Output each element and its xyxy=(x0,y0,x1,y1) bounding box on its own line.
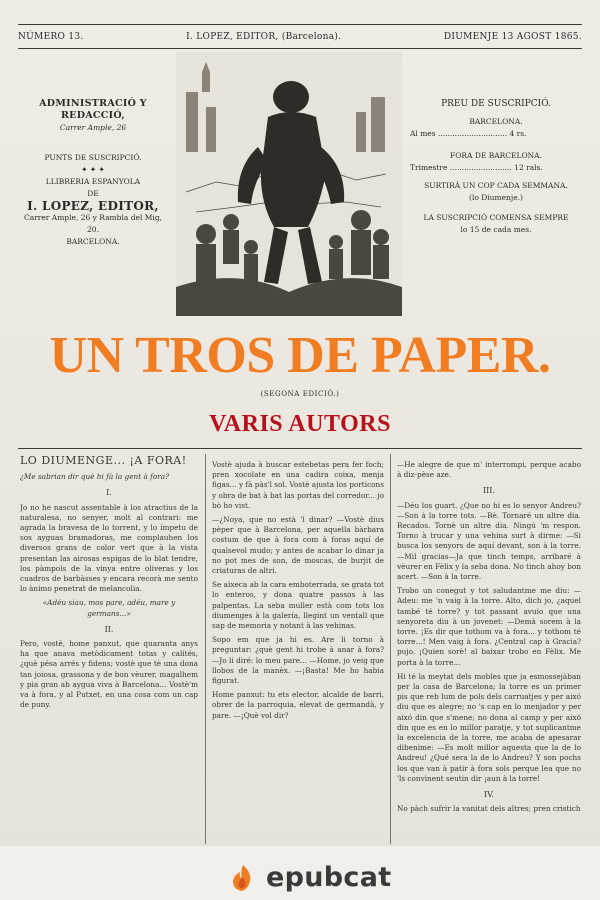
masthead xyxy=(18,30,582,44)
issue-date: DIUMENJE 13 AGOST 1865. xyxy=(443,32,582,42)
column-2-text-1: Vostè ajuda à buscar estebetas pera fer foch; pren xocolate en una cadira coixa, menja figas... y fà pàs'l sol. Vostè ajusta los porticons y obra de bat à bat las portas del corredor... jo bò ho vist. xyxy=(212,460,384,510)
masthead-rule xyxy=(18,48,582,49)
column-2-text-2: —¿Noya, que no està 'l dinar? —Vostè dius pèper que à Barcelona, per aquella bàrbara costum de que à fora com à foras aquí de qualsevol mudo; y antes de acabar lo dinar ja no pot mes de son, de moscas, de burjit de criaturas de altri. xyxy=(212,515,384,576)
barcelona-label: BARCELONA. xyxy=(469,117,523,126)
top-rule xyxy=(18,24,582,25)
section-number-1: I. xyxy=(106,488,112,498)
book-title: UN TROS DE PAPER. xyxy=(49,327,551,384)
administration-block xyxy=(18,98,168,248)
ornament: ✦ ✦ ✦ xyxy=(81,165,105,174)
column-1-text-1: Jo no he nascut assentable à los atractius de la naturalesa, no senyer, molt al contrari: me agrada la bravesa de lo torrent, y lo ímpetu de sos ayguas bramadoras, me complauhen los diversos grans de color vert que à la vista presentan las airosas espigas de lo blat tendre, los pàmpols de la vinya entre oliveras y los cuadros de barbàsses y encara recorà me sento lo ànimo penetrat de melancolia. xyxy=(20,502,198,594)
edition-label: (SEGONA EDICIÓ.) xyxy=(260,390,340,398)
subscription-start: LA SUSCRIPCIÓ COMENSA SEMPRE xyxy=(423,213,569,222)
column-2-text-3: Se aixeca ab la cara emboterrada, se grata tot lo enteros, y dona quatre passos à las palpentas. La seba muller està com tots los diumenges à la galería, llegint un ventall que sap de memoria y notant à las vehinas. xyxy=(212,580,384,631)
column-2 xyxy=(212,460,384,844)
bookstore: LLIBRERIA ESPANYOLA xyxy=(45,177,141,186)
subscription-price-block xyxy=(410,98,582,236)
column-1-heading: LO DIUMENGE... ¡A FORA! xyxy=(20,456,187,467)
column-3-text-2: —Déu los guart. ¿Que no hi es lo senyor Andreu? —Son à la torre tots. —Bè. Tornaré un altre dia. Recados. Tornè un altre dia. Ningú 'm respon. Torno à trucar y una vehina surt à dirme: —Si busca los senyors de aquí devant, son à la torre. —Mil gracias—Ja que tinch temps, arribaré à vèurer en Fèlix y la seba dona. No tinch ahoy bon acert. —Son à la torre. xyxy=(397,500,581,582)
crowd-illustration xyxy=(176,52,402,316)
column-1-question: ¿Me sabrian dir què hi fà la gent à fora? xyxy=(20,472,169,482)
administration-address: Carrer Ample, 26 xyxy=(59,123,127,132)
monthly-price: Al mes ............................. 4 rs. xyxy=(410,129,527,138)
column-1 xyxy=(20,456,198,844)
column-3-text-3: Trobo un conegut y tot saludantme me diu: —Adeu: me 'n vaig à la torre. Alto, dich jo, ¿aquel també té torre? y tot passant avuio que una senyoreta diu à un jovenet: —Demà sorem à la torre. ¡Es dir que tothom va à fora... y tothom té torre...! Men vaig à fora. ¿Central cap à Gracia? pujo. ¡Quien sorè! al baixar trobo en Fèlix. Me porta à la torre... xyxy=(397,586,581,667)
brand-name: epubcat xyxy=(266,862,392,893)
publisher: I. LOPEZ, EDITOR, (Barcelona). xyxy=(186,32,342,42)
price-title: PREU DE SUSCRIPCIÓ. xyxy=(441,99,551,109)
epubcat-logo xyxy=(228,862,391,893)
flame-icon xyxy=(228,863,258,893)
column-3 xyxy=(397,460,581,844)
column-3-text-1: —He alegre de que m' interrompi, perque acabo à diz-pèse aze. xyxy=(397,460,581,480)
column-divider-1 xyxy=(205,454,206,844)
column-3-text-4: Hi té la meytat dels mobles que ja esmossejàban per la casa de Barcelona; la torre es un primer pis que reb lum de pols dels carruatjes y per aixó diu que es alegre; no 's cap en lo menjador y per aixó din que s'mene; no dona al camp y per aixó din que es en lo millor paratje, y tot suplicantme la excelencia de la torre, me acaba de apesarar dibenime: —Es molt millor aquesta que la de lo Andreu! ¿Qué sera la de lo Andreu? Y son pochs los que van à patir à fora sols perque lea que no 'ls convinent seutin dir ¡aun à la torre! xyxy=(397,671,581,783)
quarterly-price: Trimestre .......................... 12 rals. xyxy=(410,163,543,172)
publication-day: (lo Diumenje.) xyxy=(469,193,523,202)
subscription-start-day: lo 15 de cada mes. xyxy=(460,225,532,234)
outside-barcelona: FORA DE BARCELONA. xyxy=(450,151,542,160)
issue-number: NÚMERO 13. xyxy=(18,32,84,42)
frequency: SURTIRÁ UN COP CADA SEMMANA. xyxy=(424,181,568,190)
book-authors: VARIS AUTORS xyxy=(209,411,391,437)
editor-address: Carrer Ample, 26 y Rambla del Mig, 20. xyxy=(23,213,162,234)
column-divider-2 xyxy=(390,454,391,844)
column-2-text-5: Home panxut: tu ets elector, alcalde de barri, obrer de la parroquia, elevat de germandà, y pare. —¡Què vol dir? xyxy=(212,690,384,720)
section-number-3: III. xyxy=(482,486,496,496)
section-number-2: II. xyxy=(104,624,114,634)
administration-title: ADMINISTRACIÓ Y REDACCIÓ, xyxy=(39,98,147,121)
column-1-text-2: Pero, vostè, home panxut, que quaranta anys ha que anava metòdicament totas y calités, ¿què pésa arrés y fidens; vostè que tè una dona tan joiosa, grassona y de bon vèurer, magalhem y pia gran ab aygua viva à Barcelona... Vostè'm va à fora, y al Putxet, en una cosa com un cap de puny. xyxy=(20,639,198,710)
subscription-points-title: PUNTS DE SUSCRIPCIÓ. xyxy=(44,153,142,162)
column-1-quote: «Adéu siau, mos pare, adéu, mare y germans...» xyxy=(42,598,176,618)
city: BARCELONA. xyxy=(66,237,120,246)
footer-logo-bar xyxy=(0,846,600,900)
de: DE xyxy=(87,189,99,198)
section-number-4: IV. xyxy=(483,790,495,800)
column-3-text-5: No pàch sufrir la vanitat dels altres; pren cristich xyxy=(397,804,581,814)
editor: I. LOPEZ, EDITOR, xyxy=(27,199,159,213)
columns-rule xyxy=(18,448,582,449)
column-2-text-4: Sopo em que ja hi es. Are li torno à preguntar: ¿què gent hi trobe à anar à fora? —Jo li diré: lo meu pare... —Home, jo veig que llobos de la manèx. —¡Basta! Me ho habia figurat. xyxy=(212,635,384,686)
